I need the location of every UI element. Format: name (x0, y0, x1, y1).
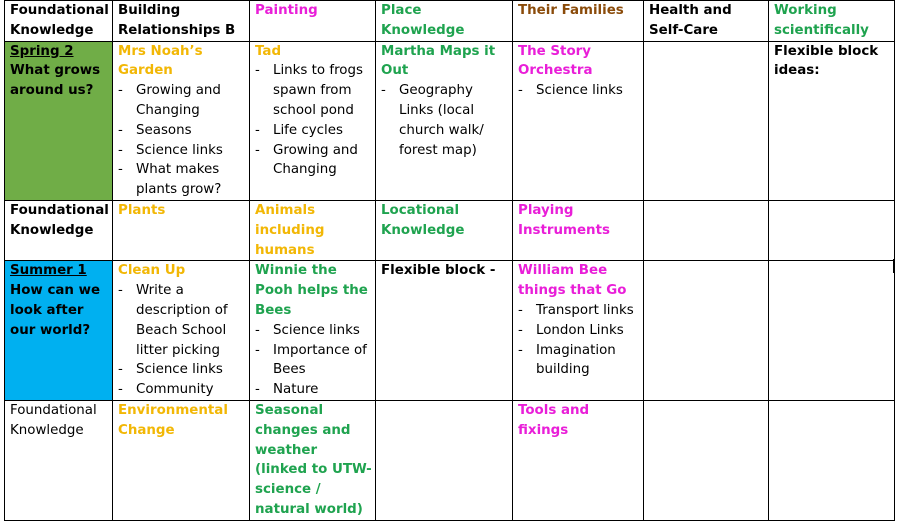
spring-families-cell (513, 41, 644, 200)
spring-place-cell (376, 41, 513, 200)
list-item: - Life cycles (255, 121, 372, 141)
header-foundational-knowledge: Foundational Knowledge (5, 1, 113, 42)
summer-families-cell (513, 261, 644, 401)
spring-fk-health (644, 200, 769, 260)
topic-title: Mrs Noah’s Garden (118, 43, 203, 79)
topic-list (518, 81, 640, 101)
curriculum-table (4, 0, 895, 521)
summer-place-cell (376, 261, 513, 401)
list-item: - Nature (255, 380, 372, 400)
header-working-scientifically: Working scientifically (769, 1, 895, 42)
list-item: - London Links (518, 321, 640, 341)
header-painting: Painting (250, 1, 376, 42)
summer-fk-health (644, 400, 769, 520)
header-their-families: Their Families (513, 1, 644, 42)
spring-fk-row (5, 200, 895, 260)
list-item: - Community (118, 380, 246, 400)
summer-fk-painting: Seasonal changes and weather (linked to UTW-science / natural world) (250, 400, 376, 520)
list-item: - Seasons (118, 121, 246, 141)
spring-fk-painting: Animals including humans (250, 200, 376, 260)
term-title: Summer 1 (10, 263, 87, 279)
flexible-block-note: Flexible block - (381, 263, 496, 279)
header-place-knowledge: Place Knowledge (376, 1, 513, 42)
topic-title: William Bee things that Go (518, 263, 627, 299)
summer-painting-cell (250, 261, 376, 401)
list-item: - Science links (518, 81, 640, 101)
summer-building-cell (113, 261, 250, 401)
topic-title: Tad (255, 43, 282, 59)
flexible-block-note: Flexible block ideas: (774, 43, 879, 79)
term-title: Spring 2 (10, 43, 74, 59)
topic-list (118, 81, 246, 200)
summer-fk-place (376, 400, 513, 520)
term-question: How can we look after our world? (10, 283, 101, 338)
topic-list (381, 81, 509, 160)
spring-fk-label: Foundational Knowledge (5, 200, 113, 260)
list-item: - Growing and Changing (118, 81, 246, 121)
summer-fk-row (5, 400, 895, 520)
summer-fk-label: Foundational Knowledge (5, 400, 113, 520)
spring-row (5, 41, 895, 200)
list-item: - What makes plants grow? (118, 160, 246, 200)
header-health-self-care: Health and Self-Care (644, 1, 769, 42)
summer-row (5, 261, 895, 401)
summer-health-cell (644, 261, 769, 401)
summer-fk-families: Tools and fixings (513, 400, 644, 520)
topic-title: Clean Up (118, 263, 186, 279)
summer-term-cell (5, 261, 113, 401)
list-item: - Transport links (518, 301, 640, 321)
list-item: - Imagination building (518, 341, 640, 381)
header-row (5, 1, 895, 42)
list-item: - Science links (118, 360, 246, 380)
list-item: - Science links (255, 321, 372, 341)
topic-list (118, 281, 246, 400)
topic-title: The Story Orchestra (518, 43, 593, 79)
summer-fk-building: Environmental Change (113, 400, 250, 520)
spring-fk-place: Locational Knowledge (376, 200, 513, 260)
spring-fk-families: Playing Instruments (513, 200, 644, 260)
summer-fk-working (769, 400, 895, 520)
spring-painting-cell (250, 41, 376, 200)
spring-health-cell (644, 41, 769, 200)
topic-title: Winnie the Pooh helps the Bees (255, 263, 368, 318)
list-item: - Links to frogs spawn from school pond (255, 61, 372, 120)
header-building-relationships: Building Relationships B (113, 1, 250, 42)
list-item: - Science links (118, 141, 246, 161)
list-item: - Importance of Bees (255, 341, 372, 381)
list-item: - Write a description of Beach School litter picking (118, 281, 246, 360)
text-cursor (893, 259, 894, 273)
spring-fk-building: Plants (113, 200, 250, 260)
spring-term-cell (5, 41, 113, 200)
topic-title: Martha Maps it Out (381, 43, 496, 79)
list-item: - Geography Links (local church walk/ forest map) (381, 81, 509, 160)
spring-building-cell (113, 41, 250, 200)
spring-working-cell (769, 41, 895, 200)
spring-fk-working (769, 200, 895, 260)
term-question: What grows around us? (10, 63, 101, 99)
summer-working-cell (769, 261, 895, 401)
topic-list (518, 301, 640, 380)
topic-list (255, 321, 372, 400)
topic-list (255, 61, 372, 180)
list-item: - Growing and Changing (255, 141, 372, 181)
